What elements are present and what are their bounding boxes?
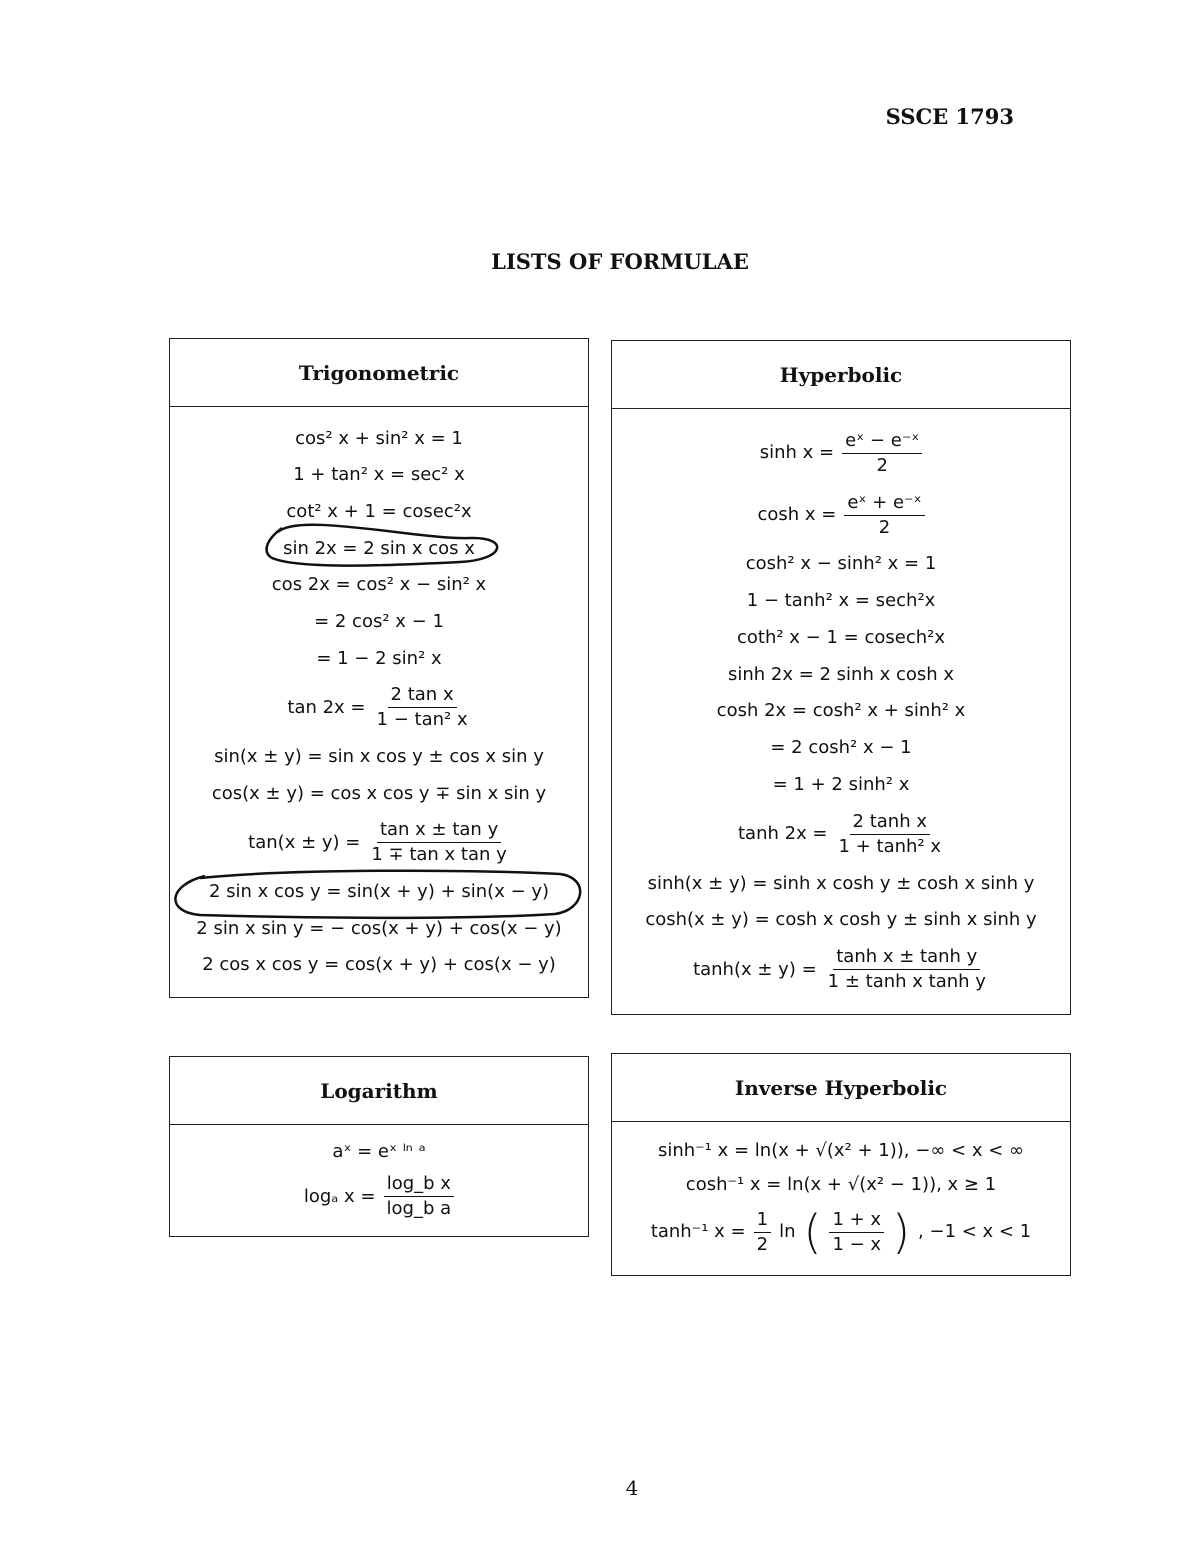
hyp-formula-cosh-double-alt2: = 1 + 2 sinh² x: [772, 774, 910, 796]
page-title: LISTS OF FORMULAE: [491, 249, 749, 274]
trigonometric-box: [169, 338, 589, 998]
hyp-formula-sinh-def: [759, 429, 923, 476]
inverse-hyperbolic-heading: Inverse Hyperbolic: [612, 1054, 1070, 1122]
trig-formula-product-cos-cos: 2 cos x cos y = cos(x + y) + cos(x − y): [202, 954, 556, 976]
formula-lhs: tanh⁻¹ x =: [650, 1221, 746, 1243]
trig-formula-tan-double: [287, 686, 470, 729]
fraction: [374, 686, 471, 729]
formula-lhs: tanh 2x =: [737, 823, 828, 845]
page-number: 4: [625, 1476, 639, 1500]
hyp-formula-cosh-double: cosh 2x = cosh² x + sinh² x: [716, 700, 966, 722]
numerator: 2 tanh x: [850, 813, 930, 835]
formula-lhs: sinh x =: [759, 442, 835, 464]
inverse-hyperbolic-formulas: [612, 1122, 1070, 1275]
denominator: 2: [756, 1233, 769, 1255]
condition: , −1 < x < 1: [918, 1221, 1032, 1243]
open-paren: (: [803, 1205, 822, 1260]
numerator: 2 tan x: [388, 686, 457, 708]
fraction: [844, 491, 924, 538]
hyp-formula-sinh-double: sinh 2x = 2 sinh x cosh x: [727, 663, 955, 685]
logarithm-heading: Logarithm: [170, 1057, 588, 1125]
fraction: [836, 810, 944, 857]
trig-formula-cos-sum: cos(x ± y) = cos x cos y ∓ sin x sin y: [211, 782, 547, 804]
numerator: tanh x ± tanh y: [833, 948, 980, 970]
log-formula-exponential: aˣ = eˣ ˡⁿ ᵃ: [332, 1141, 426, 1162]
hyp-formula-cosh-def: [757, 491, 924, 538]
fraction: [825, 948, 989, 991]
numerator: eˣ + e⁻ˣ: [844, 494, 924, 516]
hyp-formula-tanh-sech: 1 − tanh² x = sech²x: [746, 590, 936, 612]
inverse-hyperbolic-box: [611, 1053, 1071, 1276]
trig-formula-cos-double: cos 2x = cos² x − sin² x: [271, 574, 487, 596]
trig-formula-tan-sec: 1 + tan² x = sec² x: [293, 464, 465, 486]
inv-formula-arcsinh: sinh⁻¹ x = ln(x + √(x² + 1)), −∞ < x < ∞: [657, 1139, 1025, 1161]
numerator: 1 + x: [829, 1211, 884, 1233]
hyp-formula-coth-cosech: coth² x − 1 = cosech²x: [736, 626, 945, 648]
trig-formula-pythagorean: cos² x + sin² x = 1: [295, 427, 463, 449]
close-paren: ): [892, 1205, 911, 1260]
denominator: 1 − x: [832, 1233, 882, 1255]
hyperbolic-heading: Hyperbolic: [612, 341, 1070, 409]
numerator: eˣ − e⁻ˣ: [842, 432, 922, 454]
hyperbolic-formulas: [612, 409, 1070, 1014]
hyp-formula-cosh-sum: cosh(x ± y) = cosh x cosh y ± sinh x sinh y: [645, 909, 1037, 931]
numerator: 1: [754, 1211, 771, 1233]
numerator: log_b x: [384, 1175, 454, 1197]
logarithm-box: [169, 1056, 589, 1237]
hyp-formula-sinh-sum: sinh(x ± y) = sinh x cosh y ± cosh x sinh y: [647, 872, 1035, 894]
hyp-formula-tanh-double: [737, 810, 944, 857]
formula-lhs: cosh x =: [757, 504, 837, 526]
trig-formula-product-sin-cos: 2 sin x cos y = sin(x + y) + sin(x − y): [208, 880, 550, 902]
trig-formula-product-sin-sin: 2 sin x sin y = − cos(x + y) + cos(x − y): [196, 917, 562, 939]
trigonometric-heading: Trigonometric: [170, 339, 588, 407]
inv-formula-arctanh: [650, 1205, 1032, 1260]
fraction: [368, 821, 509, 864]
denominator: 2: [876, 454, 888, 476]
denominator: 1 ∓ tan x tan y: [371, 844, 507, 866]
denominator: 1 − tan² x: [376, 709, 468, 731]
ln-symbol: ln: [779, 1221, 796, 1243]
formula-lhs: tan(x ± y) =: [248, 831, 361, 853]
numerator: tan x ± tan y: [377, 821, 501, 843]
hyperbolic-box: [611, 340, 1071, 1015]
denominator: 2: [878, 516, 891, 538]
hyp-formula-identity: cosh² x − sinh² x = 1: [745, 553, 937, 575]
inv-formula-arccosh: cosh⁻¹ x = ln(x + √(x² − 1)), x ≥ 1: [685, 1173, 997, 1195]
formula-lhs: tanh(x ± y) =: [693, 958, 817, 980]
logarithm-formulas: [170, 1125, 588, 1236]
trig-formula-sin-sum: sin(x ± y) = sin x cos y ± cos x sin y: [214, 745, 544, 767]
denominator: log_b a: [386, 1198, 452, 1219]
fraction: [829, 1208, 884, 1255]
trig-formula-sin-double: sin 2x = 2 sin x cos x: [283, 537, 475, 559]
half-fraction: [754, 1208, 771, 1255]
trig-formula-cos-double-alt2: = 1 − 2 sin² x: [316, 647, 442, 669]
fraction: [842, 429, 922, 476]
log-formula-change-of-base: [304, 1175, 454, 1218]
denominator: 1 ± tanh x tanh y: [827, 971, 986, 993]
fraction: [384, 1175, 455, 1218]
trigonometric-formulas: [170, 407, 588, 997]
course-code: SSCE 1793: [885, 104, 1014, 129]
formula-lhs: logₐ x =: [303, 1185, 376, 1207]
trig-formula-cos-double-alt1: = 2 cos² x − 1: [314, 610, 444, 632]
denominator: 1 + tanh² x: [838, 835, 942, 857]
formula-lhs: tan 2x =: [287, 696, 366, 718]
trig-formula-cot-cosec: cot² x + 1 = cosec²x: [286, 500, 472, 522]
trig-formula-tan-sum: [248, 821, 510, 864]
hyp-formula-tanh-sum: [693, 948, 989, 991]
hyp-formula-cosh-double-alt1: = 2 cosh² x − 1: [770, 737, 912, 759]
